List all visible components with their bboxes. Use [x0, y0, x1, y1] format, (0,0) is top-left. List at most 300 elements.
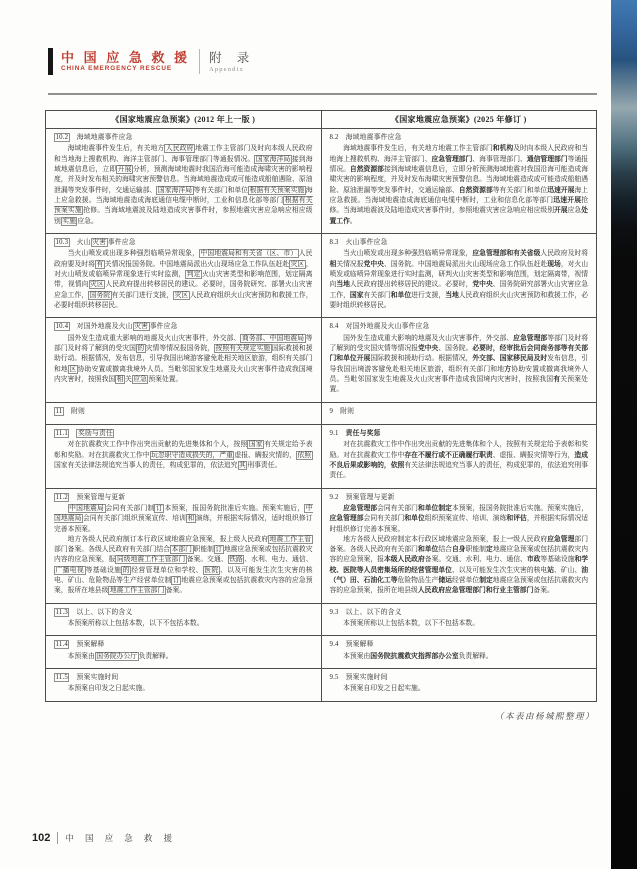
- deleted-text: 应急: [133, 375, 147, 383]
- paragraph: [330, 652, 589, 662]
- deleted-text: 11: [55, 407, 63, 415]
- deleted-text: 按照有关规定实施: [215, 344, 271, 352]
- text-segment: 、以及可能发生次生灾害的核电、矿山、危险物品等生产经营单位制: [54, 566, 313, 585]
- text-segment: 、国务院。: [438, 344, 473, 352]
- footer-brand: 中 国 应 急 救 援: [65, 833, 177, 843]
- deleted-text: 灾区: [174, 291, 189, 299]
- text-segment: 对国外地震及火山: [69, 323, 133, 331]
- table-cell-old-plan: [46, 636, 322, 669]
- paragraph: [54, 249, 313, 311]
- deleted-text: 根据有关预案实施: [54, 196, 313, 215]
- column-header-old-plan: 《国家地震应急预案》(2012 年上一版 ): [46, 111, 322, 129]
- deleted-text: 10.3: [55, 238, 69, 246]
- paragraph: [330, 684, 589, 694]
- text-segment: 等有关部门和单位: [193, 186, 249, 194]
- section-heading: [330, 238, 589, 248]
- table-row: [46, 402, 597, 424]
- header-rule: [48, 93, 597, 95]
- text-segment: 地方各级人民政府制订本行政区域地震应急预案，报上级人民政府: [67, 535, 269, 543]
- text-segment: 8.2 海域地震事件应急: [329, 134, 402, 141]
- deleted-text: 地震工作主管: [269, 535, 312, 543]
- deleted-text: 商务部、中国地震局: [241, 334, 305, 342]
- comparison-table: [45, 110, 597, 702]
- table-cell-old-plan: [46, 233, 322, 317]
- section-heading: [54, 608, 313, 618]
- added-text: 和单位制定: [417, 504, 452, 512]
- text-segment: 进行支援，: [411, 291, 446, 299]
- text-segment: 国家有关法律法规追究当事人的责任，构成犯罪的，依法追究: [54, 461, 238, 469]
- added-text: 自然资源部: [458, 186, 493, 194]
- text-segment: 本预案所称以上包括本数，以下不包括本数。: [67, 620, 204, 628]
- deleted-text: 订: [155, 504, 163, 512]
- text-segment: 人民政府提出转移居民的建议。必要时，: [349, 281, 473, 289]
- paragraph: [54, 684, 313, 694]
- comparison-table-area: [45, 110, 597, 722]
- text-segment: 本预案，报国务院批准后实施。预案实施后，: [164, 504, 305, 512]
- added-text: 党中央: [472, 281, 493, 289]
- text-segment: 有关部门: [363, 291, 391, 299]
- paragraph: [330, 619, 589, 629]
- text-segment: 预案解释: [69, 641, 105, 649]
- text-segment: 当火山喷发或出现多种强烈临喷异常现象，: [67, 250, 199, 258]
- added-text: 应急管理部: [329, 515, 364, 523]
- text-segment: 等部门及时将了解到的受灾国: [54, 334, 313, 352]
- added-text: 制定: [479, 577, 493, 585]
- deleted-text: 灾区: [290, 260, 305, 268]
- paragraph: [54, 535, 313, 597]
- deleted-text: 中国地震局和有关省（区、市）: [200, 250, 298, 258]
- added-text: 定: [486, 546, 493, 554]
- text-segment: 预案实施时间: [69, 674, 119, 682]
- added-text: 应急管理部: [343, 504, 378, 512]
- paragraph: [54, 440, 313, 471]
- text-segment: 海上应急救援。当海域地震造成海底通信电缆中断时，工业和信息化部等部门: [54, 186, 313, 204]
- deleted-text: 玩忽职守造成损失的，严重: [151, 451, 233, 459]
- text-segment: 、虚报、瞒报灾情等行为，: [492, 451, 575, 459]
- paragraph: [54, 334, 313, 386]
- section-heading: [330, 608, 589, 618]
- deleted-text: 11.2: [55, 493, 68, 501]
- text-segment: 9.5 预案实施时间: [329, 674, 388, 682]
- section-heading: [330, 322, 589, 332]
- deleted-text: 依照: [297, 451, 312, 459]
- brand-name-en: CHINA EMERGENCY RESCUE: [61, 65, 173, 73]
- text-segment: 海上应急救援。当海域地震造成海底通信电缆中断时，工业和信息化部等部门: [329, 186, 589, 204]
- text-segment: 、矿山、: [554, 566, 582, 574]
- column-header-new-plan: 《国家地震应急预案》(2025 年修订 ): [321, 111, 597, 129]
- text-segment: 人民政府组织火山灾害预防和救援工作，必要时组织转移居民。: [54, 291, 313, 309]
- paragraph: [330, 440, 589, 481]
- added-text: 迅速开展: [547, 186, 575, 194]
- section-heading: [54, 429, 313, 439]
- added-text: 必要时，经审批后会同商务部等有关部门和单位开展: [329, 344, 589, 363]
- deleted-text: 广播电视: [55, 566, 85, 574]
- text-segment: 关情况报国务院。中国地震局派出火山现场应急工作队伍赶赴: [104, 260, 290, 268]
- text-segment: 海域地震事件发生后，有关地方地震工作主管部门: [343, 145, 493, 153]
- table-cell-new-plan: [321, 402, 597, 424]
- text-segment: 灾情等情况报国务院，: [145, 344, 214, 352]
- deleted-text: 国务院: [89, 291, 111, 299]
- masthead-divider: [199, 49, 200, 74]
- deleted-text: 奖励与责任: [77, 429, 113, 437]
- text-segment: 部门备案。各级人民政府有关部门结合: [54, 546, 171, 554]
- text-segment: 等基础设施: [85, 566, 122, 574]
- text-segment: 预案管理与更新: [69, 493, 126, 501]
- text-segment: 备案。: [165, 587, 187, 595]
- deleted-text: 开展: [117, 165, 132, 173]
- text-segment: 对在抗震救灾工作中作出突出贡献的先进集体和个人，按照: [67, 441, 248, 449]
- text-segment: 本预案自印发之日起实施。: [343, 685, 425, 693]
- text-segment: 接到海域地震信息后，立即: [54, 155, 313, 173]
- table-row: [46, 129, 597, 234]
- text-segment: 抢修。当海域地震波及陆地造成灾害事件时，参照地震灾害应急响应相应级别: [329, 196, 589, 215]
- text-segment: 应急: [567, 207, 582, 215]
- text-segment: 国外发生造成重大影响的地震及火山灾害事件，外交部、: [67, 334, 241, 342]
- text-segment: 国际救援和援助行动。根据情况，: [370, 355, 473, 363]
- added-text: 自然资源部: [349, 165, 384, 173]
- deleted-text: 11.4: [55, 641, 68, 649]
- text-segment: 危险物品生产: [397, 577, 439, 585]
- text-segment: 以上、以下的含义: [69, 608, 133, 616]
- text-segment: 结合: [438, 546, 452, 554]
- text-segment: 地震应急预案或包括抗震救灾内容的应急预案，报所在地县级: [54, 577, 313, 595]
- deleted-text: 订: [172, 577, 180, 585]
- text-segment: 9.4 预案解释: [329, 641, 374, 649]
- text-segment: 地震应急预案或包括抗震救灾内容的应急预案，报: [329, 546, 589, 564]
- deleted-text: 中国地震局: [69, 504, 105, 512]
- deleted-text: 同级地震工作主管部门: [116, 556, 186, 564]
- text-segment: 人民政府组织火山灾害预防和救援工作，必要时组织转移居民。: [329, 291, 589, 309]
- deleted-text: 根据有关预案实施: [249, 186, 305, 194]
- text-segment: 8.3 火山事件应急: [329, 238, 388, 246]
- table-cell-new-plan: [321, 669, 597, 702]
- deleted-text: 铁路: [229, 556, 243, 564]
- added-text: 应急管理部门: [431, 155, 473, 163]
- brand-logo: [61, 51, 190, 73]
- text-segment: 经营单位: [451, 577, 480, 585]
- added-text: 造成不良后果或影响的，依照: [329, 451, 589, 469]
- text-segment: 组织预案宣传、培训、演练: [424, 515, 507, 523]
- section-label: [209, 51, 255, 73]
- table-header-row: [46, 111, 597, 129]
- deleted-text: 人民政府: [165, 145, 194, 153]
- added-text: 和机构: [492, 145, 514, 153]
- text-segment: 发布信息，引导我国出境游客避免赴相关地区旅游，组织有关部门和地: [329, 355, 589, 373]
- added-text: 通信管理部门: [526, 155, 568, 163]
- brand-name-cn: 中 国 应 急 救 援: [61, 49, 191, 65]
- deleted-text: 灾区: [90, 281, 104, 289]
- section-heading: [54, 673, 313, 683]
- section-heading: [330, 673, 589, 683]
- deleted-text: 地震工作主管部门: [109, 587, 165, 595]
- table-row: [46, 318, 597, 402]
- section-heading: [54, 407, 313, 417]
- paragraph: [54, 144, 313, 227]
- paragraph: [330, 334, 589, 396]
- text-segment: 地震工作主管部门及时向本级人民政府和当地海上搜救机构、海洋主管部门、海事管理部门等通报情况。: [54, 145, 313, 163]
- table-row: [46, 636, 597, 669]
- text-segment: 事件应急: [149, 323, 178, 331]
- deleted-text: 医院: [204, 566, 219, 574]
- text-segment: 、水利、电力、通信、: [244, 556, 313, 564]
- section-heading: [330, 493, 589, 503]
- section-heading: [54, 238, 313, 248]
- text-segment: 预案处置。: [148, 375, 183, 383]
- deleted-text: 的: [122, 566, 130, 574]
- text-segment: 地震应急预案或包括抗震救灾内容的应急预案，报: [54, 546, 313, 564]
- added-text: 自身: [451, 546, 466, 554]
- table-row: [46, 424, 597, 488]
- added-text: 党中央: [363, 260, 384, 268]
- added-text: 和评估: [506, 515, 527, 523]
- text-segment: 9.3 以上、以下的含义: [329, 608, 402, 616]
- text-segment: 有关法律法规追究当事人的责任，构成犯罪的，依法追究刑事责任。: [329, 461, 589, 480]
- text-segment: 备案。: [533, 587, 554, 595]
- deleted-text: 其: [239, 461, 246, 469]
- text-segment: 地震应急预案或包括抗震救灾内容的应急预案，报所在地县级: [329, 577, 589, 595]
- text-segment: 、国务院研究部署火山灾害应急工作，: [329, 281, 589, 299]
- text-segment: 。: [349, 217, 357, 225]
- text-segment: 分析，预测海域地震时我国沿海可能造成海啸灾害的影响程度，并及时发布相关的海啸灾害预警信息。当海域地震造成或可能造成船舶遇险、原油泄漏等突发事件时，交通运输部、: [54, 165, 313, 194]
- text-segment: 本预案由: [343, 652, 371, 660]
- text-segment: 人民政府提出转移居民的建议。必要时，国务院研究、部署火山灾害应急工作，: [54, 281, 313, 299]
- deleted-text: 国家海洋局: [255, 155, 291, 163]
- paragraph: [330, 504, 589, 535]
- text-segment: ，对火山喷发或临喷异常现象进行实时监测，研判火山灾害类型和影响范围，划定隔离带，视情向: [329, 260, 589, 289]
- text-segment: 、海事管理部门、: [472, 155, 527, 163]
- text-segment: 应急。: [77, 217, 98, 225]
- added-text: 和单位: [390, 291, 412, 299]
- footer-divider: [57, 832, 58, 844]
- deleted-text: 灾害: [92, 238, 107, 246]
- paragraph: [54, 652, 313, 662]
- text-segment: 部门备案。各级人民政府有关部门: [329, 535, 589, 554]
- text-segment: 9 附则: [329, 407, 355, 415]
- added-text: 处置工作: [329, 207, 589, 225]
- section-heading: [330, 640, 589, 650]
- text-segment: 协助安置或撤离我境外人员。当毗邻国家发生地震及火山灾害事件造成我国境内灾害时，按照我国: [329, 365, 589, 383]
- masthead-bar: [48, 48, 53, 75]
- text-segment: 等通报情况。: [329, 155, 589, 173]
- added-text: 党中央: [417, 344, 439, 352]
- deleted-text: 和: [187, 515, 195, 523]
- table-cell-new-plan: [321, 318, 597, 402]
- text-segment: ，并根据实际情况适时组织修订完善本预案。: [329, 515, 589, 533]
- text-segment: 职能制: [193, 546, 214, 554]
- text-segment: 国外发生造成重大影响的地震及火山灾害事件，外交部、: [343, 334, 514, 342]
- table-cell-old-plan: [46, 488, 322, 603]
- table-cell-new-plan: [321, 233, 597, 317]
- deleted-text: 有: [96, 260, 104, 268]
- text-segment: 有关部门进行支援，: [111, 291, 174, 299]
- added-text: 现场: [547, 260, 561, 268]
- table-cell-new-plan: [321, 129, 597, 234]
- deleted-text: 区: [69, 365, 77, 373]
- section-heading: [54, 133, 313, 143]
- text-segment: 火山灾害类型和影响范围，划定隔离带，视情向: [54, 270, 313, 289]
- added-text: 存在不履行或不正确履行职责: [404, 451, 493, 459]
- table-row: [46, 603, 597, 636]
- added-text: 责任与奖惩: [345, 429, 381, 437]
- text-segment: 级人民政府: [513, 535, 548, 543]
- added-text: 应急管理部和有关省级: [472, 250, 541, 258]
- table-cell-new-plan: [321, 424, 597, 488]
- text-segment: 当火山喷发或出现多种强烈临喷异常现象，: [343, 250, 473, 258]
- added-text: 迅速开展: [553, 196, 582, 204]
- text-segment: 火山: [69, 238, 91, 246]
- text-segment: 、以及可能发生次生灾害的核电: [451, 566, 548, 574]
- text-segment: 经营管理单位和学校、: [131, 566, 203, 574]
- table-credit-caption: （本表由杨城熙整理）: [494, 710, 595, 721]
- text-segment: 职能制: [465, 546, 486, 554]
- text-segment: 会同有关部门: [377, 504, 418, 512]
- section-heading: [330, 407, 589, 417]
- text-segment: 本预案由: [67, 652, 95, 660]
- section-heading: [54, 493, 313, 503]
- table-cell-old-plan: [46, 402, 322, 424]
- text-segment: 本预案所称以上包括本数，以下不包括本数。: [343, 620, 480, 628]
- added-text: 相: [329, 260, 337, 268]
- table-cell-old-plan: [46, 603, 322, 636]
- text-segment: 负责解释。: [138, 652, 173, 660]
- added-text: 方: [504, 365, 512, 373]
- table-cell-old-plan: [46, 669, 322, 702]
- section-heading: [54, 640, 313, 650]
- added-text: 市政: [526, 556, 541, 564]
- text-segment: 关: [124, 375, 132, 383]
- page-number: 102: [32, 832, 51, 844]
- table-cell-old-plan: [46, 424, 322, 488]
- deleted-text: 的: [137, 344, 145, 352]
- table-cell-old-plan: [46, 318, 322, 402]
- table-row: [46, 233, 597, 317]
- added-text: 油（气）田、石油化工等: [329, 566, 589, 585]
- text-segment: 本预案，报国务院批准后实施。预案实施后，: [451, 504, 589, 512]
- deleted-text: 国家: [248, 441, 263, 449]
- deleted-text: 11.1: [55, 429, 68, 437]
- table-cell-new-plan: [321, 603, 597, 636]
- text-segment: 备案。交通、: [186, 556, 228, 564]
- page-footer: [32, 832, 177, 844]
- section-title-en: Appendix: [209, 65, 244, 73]
- paragraph: [330, 249, 589, 311]
- deleted-text: 中国地震局: [54, 504, 313, 523]
- deleted-text: 11.3: [55, 608, 68, 616]
- added-text: 当地: [336, 281, 350, 289]
- text-segment: 关情况报: [336, 260, 364, 268]
- text-segment: 等部门及时将了解到的受灾国灾情等情况报: [329, 334, 589, 352]
- added-text: 储运: [438, 577, 452, 585]
- text-segment: 人民政府要及时将: [54, 250, 313, 268]
- text-segment: 9.2 预案管理与更新: [329, 493, 395, 501]
- added-text: 本级人民政府: [383, 556, 425, 564]
- text-segment: 虚报、瞒报灾情的，: [234, 451, 296, 459]
- text-segment: 、国务院。中国地震局派出火山现场应急工作队伍赶赴: [383, 260, 548, 268]
- masthead: [48, 48, 255, 75]
- added-text: 国家: [349, 291, 364, 299]
- text-segment: 地方各级人民政府制定本行政区域地震应急预案，报上: [343, 535, 507, 543]
- added-text: 有: [553, 375, 561, 383]
- paragraph: [330, 144, 589, 227]
- added-text: 国务院抗震救灾指挥部办公室: [370, 652, 459, 660]
- text-segment: 人民政府及时将: [540, 250, 589, 258]
- deleted-text: 国务院办公厅: [96, 652, 138, 660]
- text-segment: 等基础设施: [540, 556, 575, 564]
- deleted-text: 11.5: [55, 674, 68, 682]
- text-segment: 接到海域地震信息后，立即分析预测海域地震对我国沿海可能造成海啸灾害的影响程度，并及时发布海啸灾害预警信息。当海域地震造成或可能造成船舶遇险、原油泄漏等突发事件时，交通运输部、: [329, 165, 589, 194]
- deleted-text: 10.4: [55, 323, 69, 331]
- deleted-text: 本部门: [171, 546, 193, 554]
- text-segment: 9.1: [329, 429, 346, 437]
- text-segment: 8.4 对国外地震及火山事件应急: [329, 323, 430, 331]
- text-segment: 有关规定给予表彰和奖励。对在抗震救灾工作中: [54, 441, 313, 459]
- section-title-cn: 附 录: [209, 50, 256, 65]
- paragraph: [330, 535, 589, 597]
- text-segment: 演练，并根据实际情况，适时组织修订完善本预案。: [54, 515, 313, 533]
- added-text: 一: [506, 535, 514, 543]
- text-segment: 抢修。当海域地震波及陆地造成灾害事件时，参照地震灾害应急响应相应级别: [54, 207, 313, 225]
- text-segment: ，对火山喷发或临喷异常现象进行实时监测，: [54, 260, 313, 278]
- edge-photo-strip: [611, 0, 637, 869]
- section-heading: [330, 133, 589, 143]
- text-segment: 会同有关部门组织预案宣传、培训: [82, 515, 186, 523]
- text-segment: 会同有关部门制: [105, 504, 155, 512]
- text-segment: 附则: [63, 407, 85, 415]
- added-text: 站: [547, 566, 555, 574]
- text-segment: 事件应急: [107, 238, 136, 246]
- added-text: 应急管理: [547, 535, 575, 543]
- text-segment: 及时向本级人民政府和当地海上搜救机构、海洋主管部门、: [329, 145, 589, 163]
- text-segment: 等有关部门和单位: [492, 186, 548, 194]
- table-cell-new-plan: [321, 488, 597, 603]
- added-text: 和单位: [404, 515, 425, 523]
- deleted-text: 国家海洋局: [157, 186, 193, 194]
- paragraph: [54, 619, 313, 629]
- text-segment: 海域地震事件发生后，有关地方: [67, 145, 165, 153]
- added-text: 外交部、国家移民局及时: [472, 355, 548, 363]
- deleted-text: 10.2: [55, 134, 69, 141]
- text-segment: 会同有关部门: [363, 515, 405, 523]
- text-segment: 对在抗震救灾工作中作出突出贡献的先进集体和个人，按照有关规定给予表彰和奖励。对在抗震救灾工作中: [329, 441, 588, 459]
- text-segment: 海域地震事件应急: [69, 134, 133, 141]
- table-cell-old-plan: [46, 129, 322, 234]
- text-segment: 关预案处置。: [329, 375, 589, 394]
- section-heading: [54, 322, 313, 332]
- paragraph: [54, 504, 313, 535]
- deleted-text: 灾害: [134, 323, 149, 331]
- text-segment: 刑事责任。: [247, 461, 282, 469]
- section-heading: [330, 429, 589, 439]
- added-text: 开展: [554, 207, 568, 215]
- text-segment: 协助安置或撤离我境外人员。当毗邻国家发生地震及火山灾害事件造成我国境内灾害时，按照我国: [54, 365, 313, 383]
- text-segment: 国际救援和援助行动。根据情况，发布信息，引导我国出境游客避免赴相关地区旅游，组织有关部门和地: [54, 344, 313, 373]
- added-text: 和单位: [417, 546, 439, 554]
- table-row: [46, 669, 597, 702]
- added-text: 人民政府应急管理部门和行业主管部门: [417, 587, 534, 595]
- deleted-text: 实施: [62, 217, 76, 225]
- text-segment: 本预案自印发之日起实施。: [67, 685, 150, 693]
- table-cell-new-plan: [321, 636, 597, 669]
- deleted-text: 订: [215, 546, 223, 554]
- added-text: 应急管理部: [513, 334, 548, 342]
- text-segment: 备案。交通、水利、电力、通信、: [424, 556, 527, 564]
- added-text: 当地: [445, 291, 459, 299]
- deleted-text: 判定: [186, 270, 201, 278]
- deleted-text: 相: [116, 375, 124, 383]
- table-row: [46, 488, 597, 603]
- text-segment: 负责解释。: [458, 652, 493, 660]
- added-text: 和学校、医院等人员密集场所的经营管理单位: [329, 556, 589, 574]
